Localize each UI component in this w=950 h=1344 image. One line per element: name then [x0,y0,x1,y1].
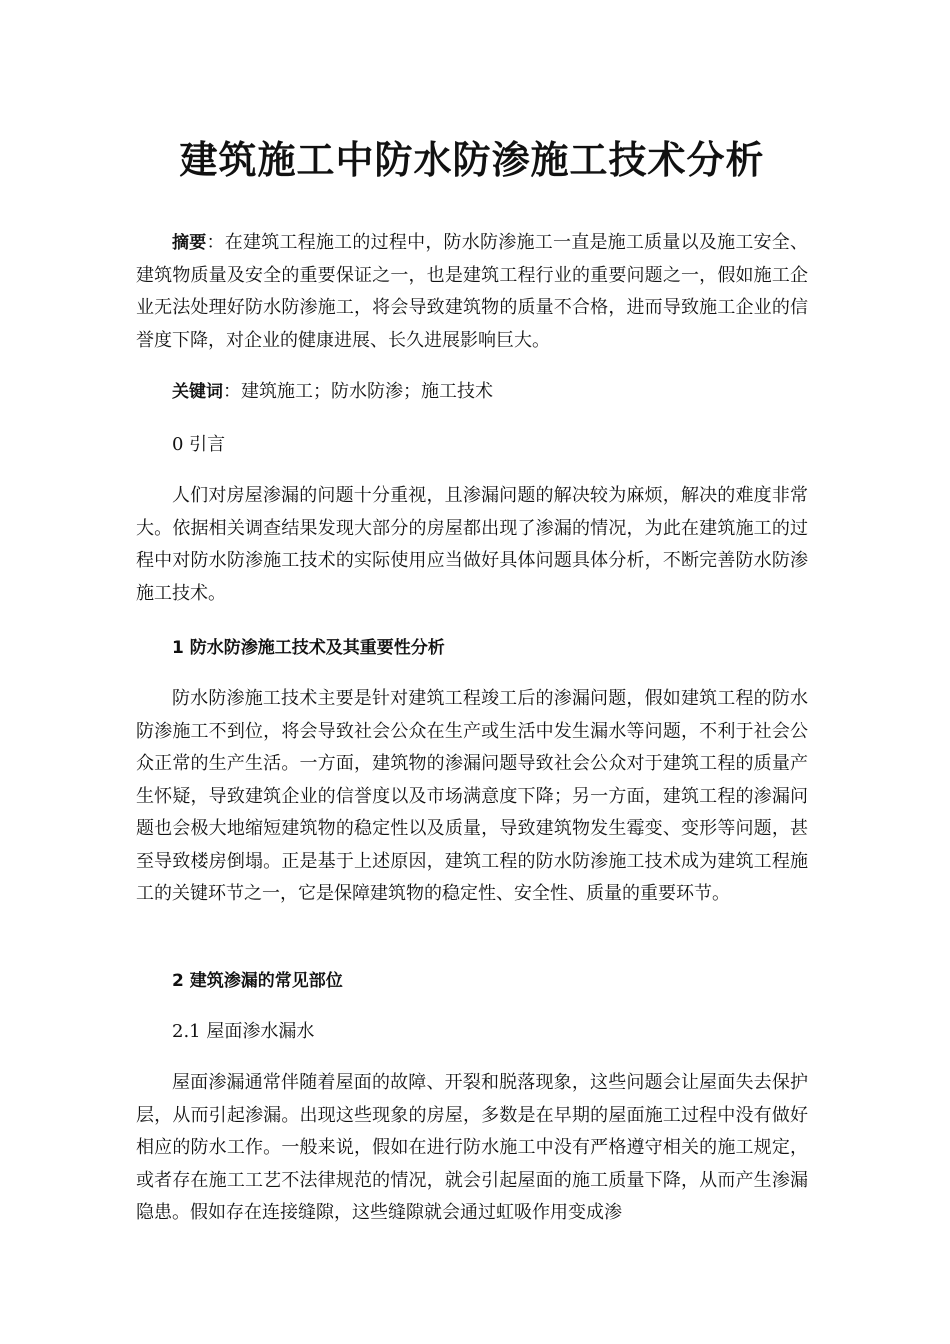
section-1-paragraph: 防水防渗施工技术主要是针对建筑工程竣工后的渗漏问题，假如建筑工程的防水防渗施工不到位，将会导致社会公众在生产或生活中发生漏水等问题，不利于社会公众正常的生产生活。一方面，建筑物的渗漏问题导致社会公众对于建筑工程的质量产生怀疑，导致建筑企业的信誉度以及市场满意度下降；另一方面，建筑工程的渗漏问题也会极大地缩短建筑物的稳定性以及质量，导致建筑物发生霉变、变形等问题，甚至导致楼房倒塌。正是基于上述原因，建筑工程的防水防渗施工技术成为建筑工程施工的关键环节之一，它是保障建筑物的稳定性、安全性、质量的重要环节。 [136,688,808,904]
abstract-text: 在建筑工程施工的过程中，防水防渗施工一直是施工质量以及施工安全、建筑物质量及安全的重要保证之一，也是建筑工程行业的重要问题之一，假如施工企业无法处理好防水防渗施工，将会导致建筑物的质量不合格，进而导致施工企业的信誉度下降，对企业的健康进展、长久进展影响巨大。 [136,232,809,351]
section-2-heading: 2 建筑渗漏的常见部位 [172,971,343,991]
keywords-separator: ： [223,381,241,402]
section-1-heading: 1 防水防渗施工技术及其重要性分析 [172,638,445,658]
keywords-label: 关键词 [172,382,223,402]
intro-paragraph: 人们对房屋渗漏的问题十分重视，且渗漏问题的解决较为麻烦，解决的难度非常大。依据相关调查结果发现大部分的房屋都出现了渗漏的情况，为此在建筑施工的过程中对防水防渗施工技术的实际使用应当做好具体问题具体分析，不断完善防水防渗施工技术。 [136,485,808,604]
intro-heading: 0 引言 [172,434,226,455]
section-2-1-heading: 2.1 屋面渗水漏水 [172,1021,315,1042]
keywords-paragraph [136,376,808,409]
document-title: 建筑施工中防水防渗施工技术分析 [179,138,765,182]
abstract-label: 摘要 [172,233,207,253]
section-2-1-paragraph: 屋面渗漏通常伴随着屋面的故障、开裂和脱落现象，这些问题会让屋面失去保护层，从而引起渗漏。出现这些现象的房屋，多数是在早期的屋面施工过程中没有做好相应的防水工作。一般来说，假如在进行防水施工中没有严格遵守相关的施工规定，或者存在施工工艺不法律规范的情况，就会引起屋面的施工质量下降，从而产生渗漏隐患。假如存在连接缝隙，这些缝隙就会通过虹吸作用变成渗 [136,1072,808,1223]
abstract-separator: ： [206,232,225,253]
keywords-text: 建筑施工；防水防渗；施工技术 [241,381,493,402]
abstract-paragraph [136,227,808,357]
